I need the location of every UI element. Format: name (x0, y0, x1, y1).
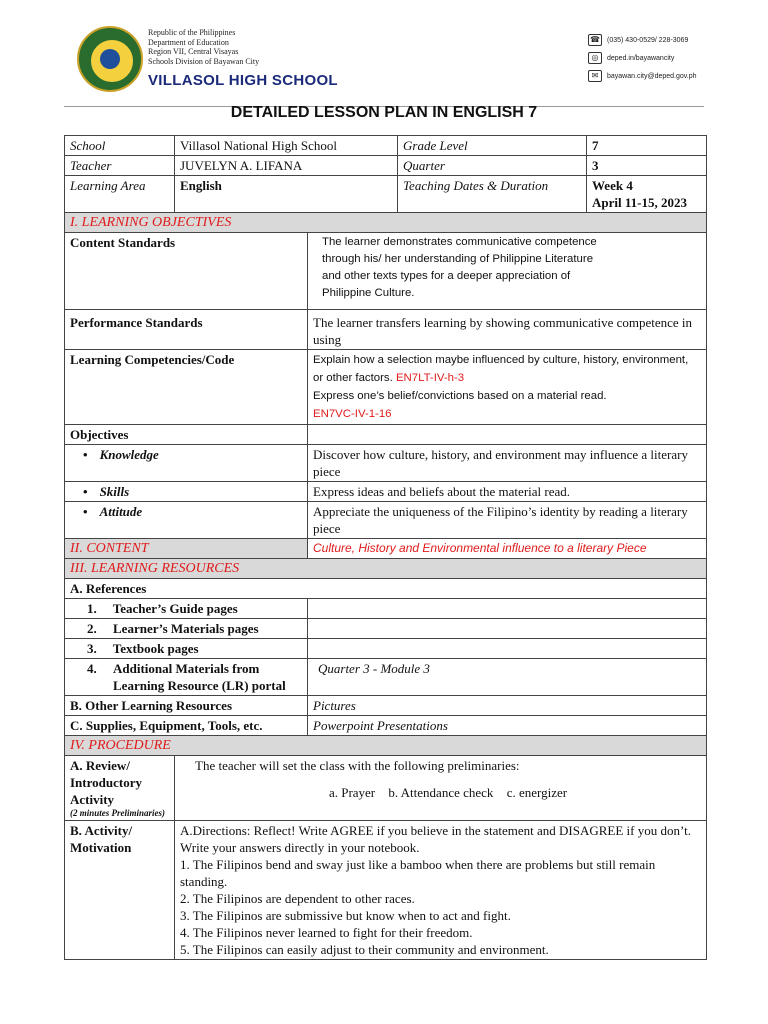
tg-text: Teacher’s Guide pages (112, 601, 238, 616)
competency-value (308, 350, 707, 425)
teacher-label: Teacher (65, 156, 175, 176)
phone-icon: ☎ (588, 34, 602, 46)
review-note: (2 minutes Preliminaries) (70, 808, 166, 818)
am-label: 4. Additional Materials from Learning Resource (LR) portal (65, 659, 308, 696)
references-row (65, 579, 707, 599)
school-label: School (65, 136, 175, 156)
other-label: B. Other Learning Resources (65, 696, 308, 716)
area-value: English (175, 176, 398, 213)
content-line: The learner demonstrates communicative competence (322, 236, 597, 248)
section-heading: I. LEARNING OBJECTIVES (65, 213, 707, 233)
contact-web (588, 52, 674, 64)
activity-directions: A.Directions: Reflect! Write AGREE if you believe in the statement and DISAGREE if you don’t. Write your answers directly in your notebook. (180, 823, 691, 855)
teacher-value: JUVELYN A. LIFANA (175, 156, 398, 176)
letterhead (0, 20, 768, 102)
contact-text: deped.in/bayawancity (607, 54, 675, 62)
content-standards-label: Content Standards (65, 233, 308, 310)
supplies-label: C. Supplies, Equipment, Tools, etc. (65, 716, 308, 736)
review-value (175, 756, 707, 821)
statement-item: 1. The Filipinos bend and sway just like a bamboo when there are problems but still remain standing. (180, 857, 656, 889)
content-line: and other texts types for a deeper appreciation of (322, 270, 571, 282)
school-value: Villasol National High School (175, 136, 398, 156)
competency-text: Express one’s belief/convictions based on a material read. (313, 390, 607, 402)
prelim-list (195, 774, 701, 801)
area-row (65, 176, 707, 213)
competency-label: Learning Competencies/Code (65, 350, 308, 425)
performance-value: The learner transfers learning by showing communicative competence in using (308, 310, 707, 350)
grade-label: Grade Level (398, 136, 587, 156)
globe-icon: ◎ (588, 52, 602, 64)
tb-text: Textbook pages (112, 641, 199, 656)
date-range: April 11-15, 2023 (592, 195, 687, 210)
objectives-row (65, 425, 707, 445)
page-title: DETAILED LESSON PLAN IN ENGLISH 7 (230, 104, 538, 121)
section-heading: III. LEARNING RESOURCES (65, 559, 707, 579)
statement-item: 3. The Filipinos are submissive but know when to act and fight. (180, 908, 511, 923)
lm-text: Learner’s Materials pages (113, 621, 259, 636)
content-standards-row (65, 233, 707, 310)
competency-text: Explain how a selection maybe influenced by culture, history, environment, or other factors. (313, 354, 689, 384)
content-standards-value (308, 233, 707, 310)
dates-value (587, 176, 707, 213)
am-text: Additional Materials from Learning Resource (LR) portal (113, 661, 286, 693)
other-resources-row (65, 696, 707, 716)
skills-value: Express ideas and beliefs about the material read. (308, 482, 707, 502)
tb-row (65, 639, 707, 659)
attitude-row (65, 502, 707, 539)
content-row (65, 539, 707, 559)
activity-label: B. Activity/ Motivation (65, 821, 175, 960)
activity-value (175, 821, 707, 960)
agency-line: Republic of the Philippines (148, 28, 236, 37)
statement-item: 2. The Filipinos are dependent to other races. (180, 891, 415, 906)
competency-code: EN7VC-IV-1-16 (313, 408, 392, 420)
teacher-row (65, 156, 707, 176)
empty-cell (308, 425, 707, 445)
content-line: through his/ her understanding of Philippine Literature (322, 253, 594, 265)
skills-row (65, 482, 707, 502)
review-row (65, 756, 707, 821)
school-row (65, 136, 707, 156)
content-line: Philippine Culture. (322, 287, 415, 299)
agency-line: Region VII, Central Visayas (148, 47, 239, 57)
tg-label: 1. Teacher’s Guide pages (65, 599, 308, 619)
prelim-item: a. Prayer (328, 785, 376, 800)
prelim-item: b. Attendance check (388, 785, 494, 800)
references-label: A. References (65, 579, 707, 599)
content-heading: II. CONTENT (65, 539, 308, 559)
dates-label: Teaching Dates & Duration (398, 176, 587, 213)
prelim-item: c. energizer (506, 785, 568, 800)
skills-label: • Skills (65, 482, 308, 502)
knowledge-value: Discover how culture, history, and environment may influence a literary piece (308, 445, 707, 482)
supplies-value: Powerpoint Presentations (308, 716, 707, 736)
competency-code: EN7LT-IV-h-3 (395, 372, 465, 384)
lesson-plan-table (64, 135, 707, 960)
empty-cell (308, 599, 707, 619)
section-heading: IV. PROCEDURE (65, 736, 707, 756)
statement-item: 4. The Filipinos never learned to fight for their freedom. (180, 925, 473, 940)
contact-text: bayawan.city@deped.gov.ph (607, 72, 697, 80)
other-value: Pictures (308, 696, 707, 716)
supplies-row (65, 716, 707, 736)
statement-item: 5. The Filipinos can easily adjust to their community and environment. (180, 942, 549, 957)
tb-label: 3. Textbook pages (65, 639, 308, 659)
competencies-row (65, 350, 707, 425)
am-value: Quarter 3 - Module 3 (308, 659, 707, 696)
section-procedure (65, 736, 707, 756)
lm-label: 2. Learner’s Materials pages (65, 619, 308, 639)
contact-phone (588, 34, 688, 46)
activity-row (65, 821, 707, 960)
review-label-text: A. Review/ Introductory Activity (70, 758, 142, 807)
contact-text: (035) 430-0529/ 228-3069 (607, 36, 689, 44)
knowledge-row (65, 445, 707, 482)
lm-row (65, 619, 707, 639)
quarter-value: 3 (587, 156, 707, 176)
agency-line: Schools Division of Bayawan City (148, 56, 260, 66)
attitude-value: Appreciate the uniqueness of the Filipino’s identity by reading a literary piece (308, 502, 707, 539)
attitude-label: • Attitude (65, 502, 308, 539)
tg-row (65, 599, 707, 619)
school-name: VILLASOL HIGH SCHOOL (148, 72, 338, 89)
empty-cell (308, 619, 707, 639)
performance-standards-row (65, 310, 707, 350)
section-resources (65, 559, 707, 579)
agency-lines (148, 28, 259, 66)
quarter-label: Quarter (398, 156, 587, 176)
grade-value: 7 (587, 136, 707, 156)
performance-label: Performance Standards (65, 310, 308, 350)
area-label: Learning Area (65, 176, 175, 213)
objectives-label: Objectives (65, 425, 308, 445)
mail-icon: ✉ (588, 70, 602, 82)
section-objectives (65, 213, 707, 233)
contact-mail (588, 70, 696, 82)
agency-line: Department of Education (148, 37, 229, 47)
am-row (65, 659, 707, 696)
content-value: Culture, History and Environmental influence to a literary Piece (308, 539, 707, 559)
knowledge-label: • Knowledge (65, 445, 308, 482)
review-label (65, 756, 175, 821)
week-value: Week 4 (592, 178, 633, 193)
empty-cell (308, 639, 707, 659)
review-intro: The teacher will set the class with the following preliminaries: (195, 758, 520, 773)
division-seal-icon (77, 26, 143, 92)
